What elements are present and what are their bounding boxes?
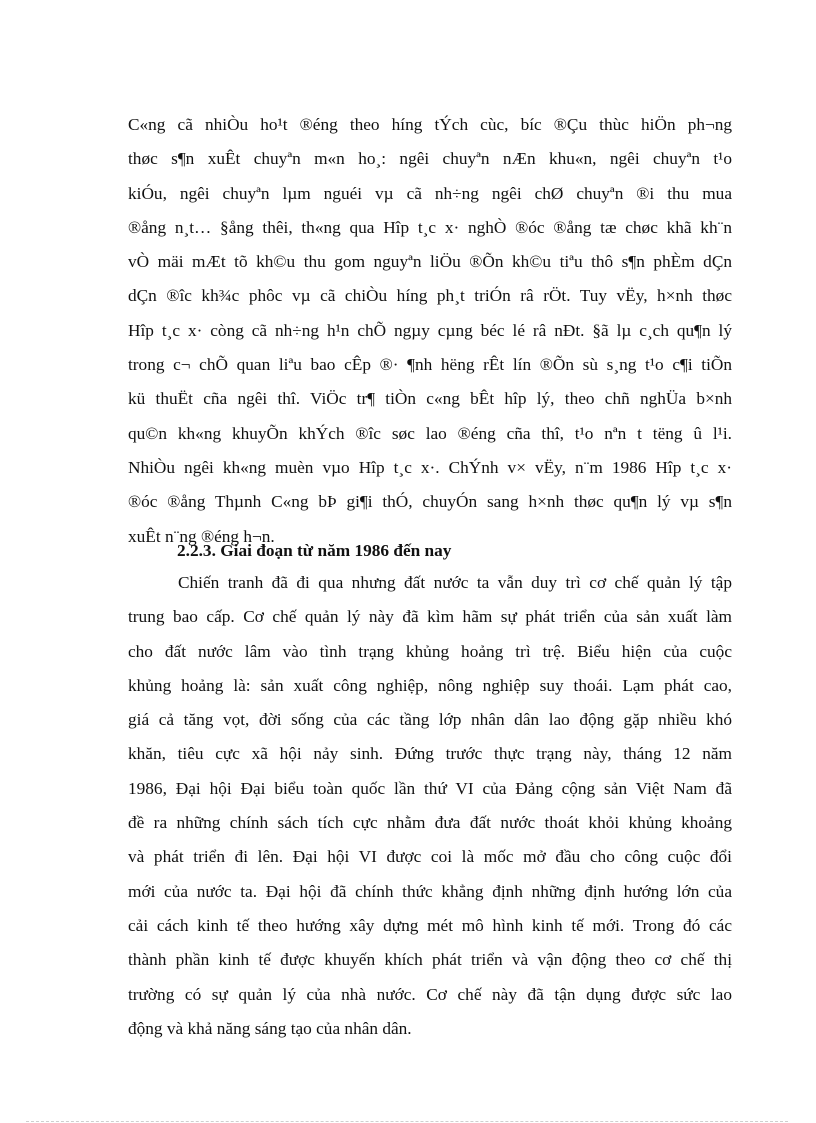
page-bottom-rule [26, 1121, 788, 1122]
text-line: C«ng cã nhiÒu ho¹t ®éng theo híng tÝch cùc, bíc ®Çu thùc hiÖn ph¬ng [128, 115, 732, 134]
paragraph-1 [128, 108, 732, 554]
text-line: qu©n kh«ng khuyÕn khÝch ®îc søc lao ®éng cña thî, t¹o nªn t tëng û l¹i. [128, 423, 732, 443]
text-line: thøc s¶n xuÊt chuyªn m«n ho¸: ngêi chuyªn nÆn khu«n, ngêi chuyªn t¹o [128, 149, 732, 169]
text-line: đề ra những chính sách tích cực nhằm đưa đất nước thoát khỏi khủng khoảng [128, 813, 732, 833]
text-line: Hîp t¸c x· còng cã nh÷ng h¹n chÕ ngµy cµng béc lé râ nÐt. §ã lµ c¸ch qu¶n lý [128, 320, 732, 340]
text-line: mới của nước ta. Đại hội đã chính thức khẳng định những định hướng lớn của [128, 881, 732, 901]
text-line: cải cách kinh tế theo hướng xây dựng mét mô hình kinh tế mới. Trong đó các [128, 915, 732, 935]
section-heading: 2.2.3. Giai đoạn từ năm 1986 đến nay [177, 541, 452, 560]
text-line: trung bao cấp. Cơ chế quản lý này đã kìm hãm sự phát triển của sản xuất làm [128, 607, 732, 627]
text-line: 1986, Đại hội Đại biểu toàn quốc lần thứ VI của Đảng cộng sản Việt Nam đã [128, 778, 732, 798]
text-line: giá cả tăng vọt, đời sống của các tầng lớp nhân dân lao động gặp nhiều khó [128, 710, 732, 730]
text-line: và phát triển đi lên. Đại hội VI được coi là mốc mở đầu cho công cuộc đổi [128, 847, 732, 867]
text-line: vÒ mäi mÆt tõ kh©u thu gom nguyªn liÖu ®Õn kh©u tiªu thô s¶n phÈm dÇn [128, 252, 732, 272]
text-line: ®óc ®ång Thµnh C«ng bÞ gi¶i thÓ, chuyÓn sang h×nh thøc qu¶n lý vµ s¶n [128, 492, 732, 512]
text-line: Chiến tranh đã đi qua nhưng đất nước ta vẫn duy trì cơ chế quản lý tập [178, 573, 732, 592]
text-line: xuÊt n¨ng ®éng h¬n. [128, 526, 275, 546]
text-line: kü thuËt cña ngêi thî. ViÖc tr¶ tiÒn c«ng bÊt hîp lý, theo chñ nghÜa b×nh [128, 389, 732, 409]
text-line: khăn, tiêu cực xã hội nảy sinh. Đứng trước thực trạng này, tháng 12 năm [128, 744, 732, 764]
text-line: kiÓu, ngêi chuyªn lµm nguéi vµ cã nh÷ng ngêi chØ chuyªn ®i thu mua [128, 183, 732, 203]
text-line: ®ång n¸t… §ång thêi, th«ng qua Hîp t¸c x· nghÒ ®óc ®ång tæ chøc khã kh¨n [128, 217, 732, 237]
text-line: dÇn ®îc kh¾c phôc vµ cã chiÒu híng ph¸t triÓn râ rÖt. Tuy vËy, h×nh thøc [128, 286, 732, 306]
text-line: trong c¬ chÕ quan liªu bao cÊp ®· ¶nh hëng rÊt lín ®Õn sù s¸ng t¹o c¶i tiÕn [128, 355, 732, 375]
paragraph-2 [128, 566, 732, 1046]
text-line: NhiÒu ngêi kh«ng muèn vµo Hîp t¸c x·. ChÝnh v× vËy, n¨m 1986 Hîp t¸c x· [128, 457, 732, 477]
text-line: động và khả năng sáng tạo của nhân dân. [128, 1018, 412, 1038]
text-line: khủng hoảng là: sản xuất công nghiệp, nông nghiệp suy thoái. Lạm phát cao, [128, 675, 732, 695]
text-line: cho đất nước lâm vào tình trạng khủng hoảng trì trệ. Biểu hiện của cuộc [128, 641, 732, 661]
text-line: trường có sự quản lý của nhà nước. Cơ chế này đã tận dụng được sức lao [128, 984, 732, 1004]
text-line: thành phần kinh tế được khuyến khích phát triển và vận động theo cơ chế thị [128, 950, 732, 970]
